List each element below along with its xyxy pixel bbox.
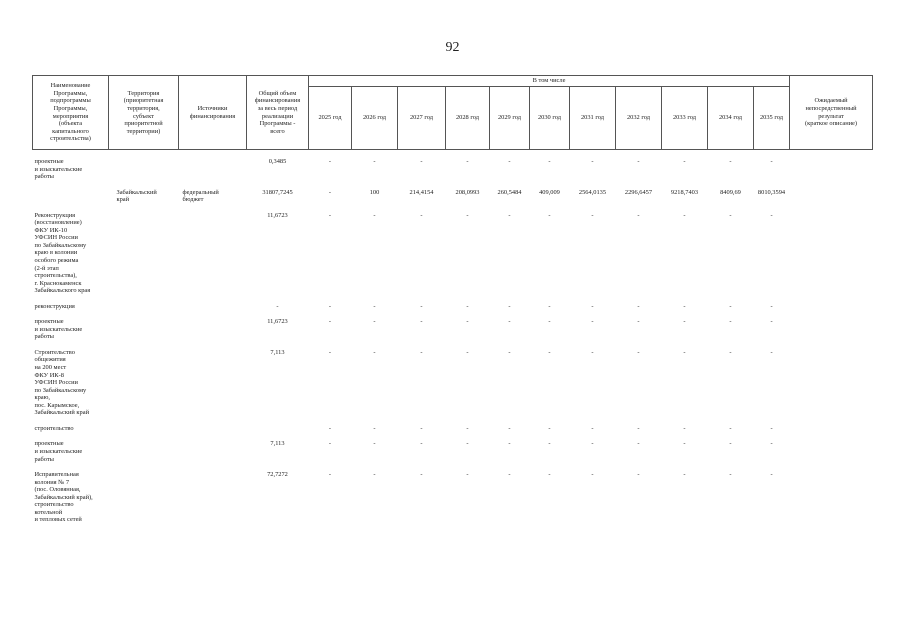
- page-number: 92: [445, 40, 460, 55]
- row-value-2029: -: [508, 211, 511, 219]
- row-value-2028: -: [466, 318, 469, 326]
- row-value-2031: -: [591, 471, 594, 479]
- row-value-2032: -: [637, 211, 640, 219]
- row-value-2031: -: [591, 158, 594, 165]
- row-value-2035: -: [770, 211, 773, 219]
- row-value-2032: -: [637, 158, 640, 165]
- row-value-2026: -: [373, 302, 376, 310]
- table-row: [33, 189, 873, 212]
- row-value-2031: 2564,0135: [578, 188, 607, 196]
- row-value-2030: -: [548, 158, 551, 165]
- row-value-2033: -: [683, 440, 686, 448]
- row-value-2029: -: [508, 348, 511, 356]
- row-value-2026: -: [373, 318, 376, 326]
- row-territory: [109, 471, 179, 532]
- row-value-2028: -: [466, 471, 469, 479]
- row-result: [790, 440, 873, 471]
- row-name: проектные и изыскательские работы: [34, 440, 83, 463]
- row-value-2027: -: [420, 424, 423, 432]
- row-value-2025: -: [328, 188, 332, 196]
- row-value-2035: 8010,3594: [757, 188, 786, 196]
- row-territory: [109, 212, 179, 303]
- row-value-2034: -: [729, 440, 732, 448]
- row-value-2026: 100: [369, 188, 380, 196]
- row-territory: [109, 303, 179, 319]
- row-value-2034: -: [729, 158, 732, 165]
- row-value-2030: -: [548, 440, 551, 448]
- row-value-2032: -: [637, 348, 640, 356]
- row-value-2026: -: [373, 348, 376, 356]
- row-name: проектные и изыскательские работы: [34, 318, 83, 341]
- row-name: строительство: [34, 424, 74, 432]
- row-source: [179, 425, 247, 441]
- table-body: [33, 150, 873, 532]
- year-header-2: 2027 год: [398, 87, 446, 150]
- row-value-2026: -: [373, 471, 376, 479]
- row-value-2029: -: [508, 440, 511, 448]
- header-name: Наименование Программы, подпрограммы Программы, мероприятия (объекта капитального строительства): [33, 76, 109, 150]
- row-value-2033: -: [683, 158, 686, 165]
- row-value-2028: -: [466, 302, 469, 310]
- row-value-2029: -: [508, 302, 511, 310]
- header-result: Ожидаемый непосредственный результат (краткое описание): [790, 76, 873, 150]
- row-value-2025: -: [328, 158, 332, 165]
- row-value-2026: -: [373, 440, 376, 448]
- table-row: [33, 349, 873, 425]
- row-value-2032: -: [637, 471, 640, 479]
- row-value-2029: -: [508, 318, 511, 326]
- row-name: [33, 189, 109, 212]
- row-value-2029: 260,5484: [497, 188, 522, 196]
- row-total: [247, 425, 309, 441]
- row-value-2030: -: [548, 211, 551, 219]
- row-value-2031: -: [591, 424, 594, 432]
- row-total: 11,6723: [267, 318, 288, 326]
- year-header-8: 2033 год: [662, 87, 708, 150]
- row-value-2028: -: [466, 211, 469, 219]
- row-value-2032: 2296,6457: [624, 188, 653, 196]
- header-total: Общий объем финансирования за весь период реализации Программы - всего: [247, 76, 309, 150]
- year-header-6: 2031 год: [570, 87, 616, 150]
- row-result: [790, 212, 873, 303]
- row-source: [179, 303, 247, 319]
- row-value-2029: -: [508, 158, 511, 165]
- table-row: [33, 425, 873, 441]
- row-value-2035: -: [770, 302, 773, 310]
- row-source: [179, 349, 247, 425]
- row-value-2034: -: [729, 424, 732, 432]
- row-source: [179, 212, 247, 303]
- row-value-2034: -: [729, 471, 732, 479]
- row-name: проектные и изыскательские работы: [34, 158, 83, 181]
- year-header-9: 2034 год: [708, 87, 754, 150]
- row-value-2034: -: [729, 318, 732, 326]
- row-value-2033: -: [683, 302, 686, 310]
- header-including: В том числе: [309, 76, 790, 87]
- row-value-2027: -: [420, 440, 423, 448]
- row-value-2034: -: [729, 348, 732, 356]
- row-value-2030: -: [548, 424, 551, 432]
- year-header-5: 2030 год: [530, 87, 570, 150]
- row-value-2034: -: [729, 211, 732, 219]
- row-result: [790, 303, 873, 319]
- row-value-2027: -: [420, 158, 423, 165]
- row-total: 7,113: [270, 440, 285, 448]
- row-total: 11,6723: [267, 211, 288, 219]
- row-value-2025: -: [328, 424, 332, 432]
- row-value-2029: -: [508, 471, 511, 479]
- row-value-2032: -: [637, 318, 640, 326]
- row-value-2034: -: [729, 302, 732, 310]
- row-result: [790, 158, 873, 189]
- row-value-2035: -: [770, 158, 773, 165]
- header-source: Источники финансирования: [179, 76, 247, 150]
- row-total: 0,3485: [268, 158, 287, 165]
- header-territory: Территория (приоритетная территория, субъект приоритетной территории): [109, 76, 179, 150]
- row-territory: [109, 158, 179, 189]
- year-header-1: 2026 год: [352, 87, 398, 150]
- row-source: федеральный бюджет: [182, 188, 219, 204]
- row-name: реконструкция: [34, 302, 75, 310]
- row-source: [179, 158, 247, 189]
- row-total: 7,113: [270, 348, 285, 356]
- financing-table: [32, 75, 873, 532]
- row-value-2027: -: [420, 211, 423, 219]
- row-territory: [109, 349, 179, 425]
- row-value-2026: -: [373, 211, 376, 219]
- table-header: [33, 76, 873, 150]
- row-value-2032: -: [637, 302, 640, 310]
- row-territory: [109, 425, 179, 441]
- row-value-2030: -: [548, 318, 551, 326]
- row-value-2027: -: [420, 302, 423, 310]
- table-row: [33, 440, 873, 471]
- row-value-2027: -: [420, 318, 423, 326]
- row-result: [790, 425, 873, 441]
- row-value-2031: -: [591, 318, 594, 326]
- row-value-2025: -: [328, 440, 332, 448]
- row-value-2028: -: [466, 440, 469, 448]
- table-row: [33, 158, 873, 189]
- row-value-2033: -: [683, 348, 686, 356]
- table-row: [33, 318, 873, 349]
- row-value-2028: 208,0993: [455, 188, 480, 196]
- row-value-2029: -: [508, 424, 511, 432]
- row-value-2031: -: [591, 302, 594, 310]
- row-value-2030: -: [548, 471, 551, 479]
- row-total: 72,7272: [267, 471, 288, 479]
- row-value-2031: -: [591, 211, 594, 219]
- row-result: [790, 318, 873, 349]
- row-value-2033: -: [683, 471, 686, 479]
- year-header-0: 2025 год: [309, 87, 352, 150]
- row-value-2032: -: [637, 424, 640, 432]
- row-value-2030: -: [548, 302, 551, 310]
- row-name: Строительство общежития на 200 мест ФКУ ИК-8 УФСИН России по Забайкальскому краю, пос. Карымское, Забайкальский край: [34, 348, 89, 417]
- row-value-2031: -: [591, 348, 594, 356]
- row-result: [790, 189, 873, 212]
- row-value-2033: 9218,7403: [670, 188, 699, 196]
- row-value-2027: 214,4154: [409, 188, 434, 196]
- row-value-2033: -: [683, 424, 686, 432]
- row-value-2026: -: [373, 424, 376, 432]
- row-value-2031: -: [591, 440, 594, 448]
- row-result: [790, 349, 873, 425]
- row-source: [179, 318, 247, 349]
- year-header-4: 2029 год: [490, 87, 530, 150]
- row-value-2028: -: [466, 158, 469, 165]
- row-value-2028: -: [466, 424, 469, 432]
- row-territory: [109, 440, 179, 471]
- row-value-2027: -: [420, 348, 423, 356]
- row-value-2035: -: [770, 348, 773, 356]
- row-source: [179, 440, 247, 471]
- row-source: [179, 471, 247, 532]
- table-row: [33, 303, 873, 319]
- row-total: 31807,7245: [262, 188, 293, 196]
- year-header-7: 2032 год: [616, 87, 662, 150]
- row-territory: [109, 318, 179, 349]
- row-value-2027: -: [420, 471, 423, 479]
- row-value-2035: -: [770, 424, 773, 432]
- row-value-2032: -: [637, 440, 640, 448]
- row-value-2035: -: [770, 471, 773, 479]
- row-value-2025: -: [328, 318, 332, 326]
- row-total: -: [276, 302, 279, 310]
- row-value-2033: -: [683, 318, 686, 326]
- row-result: [790, 471, 873, 532]
- row-value-2025: -: [328, 348, 332, 356]
- row-value-2028: -: [466, 348, 469, 356]
- table-row: [33, 212, 873, 303]
- row-value-2026: -: [373, 158, 376, 165]
- row-value-2033: -: [683, 211, 686, 219]
- year-header-10: 2035 год: [754, 87, 790, 150]
- row-value-2025: -: [328, 471, 332, 479]
- row-name: Исправительная колония № 7 (пос. Оловянная, Забайкальский край), строительство котельной и тепловых сетей: [34, 471, 93, 524]
- row-value-2025: -: [328, 211, 332, 219]
- row-value-2030: 409,009: [539, 188, 560, 196]
- row-name: Реконструкция (восстановление) ФКУ ИК-10 УФСИН России по Забайкальскому краю в колонии особого режима (2-й этап строительства), г. Краснокаменск Забайкальского края: [34, 211, 91, 295]
- row-territory: Забайкальский край: [116, 188, 157, 204]
- year-header-3: 2028 год: [446, 87, 490, 150]
- table-row: [33, 471, 873, 532]
- row-value-2030: -: [548, 348, 551, 356]
- row-value-2025: -: [328, 302, 332, 310]
- row-value-2035: -: [770, 318, 773, 326]
- row-value-2035: -: [770, 440, 773, 448]
- row-value-2034: 8409,69: [720, 188, 741, 196]
